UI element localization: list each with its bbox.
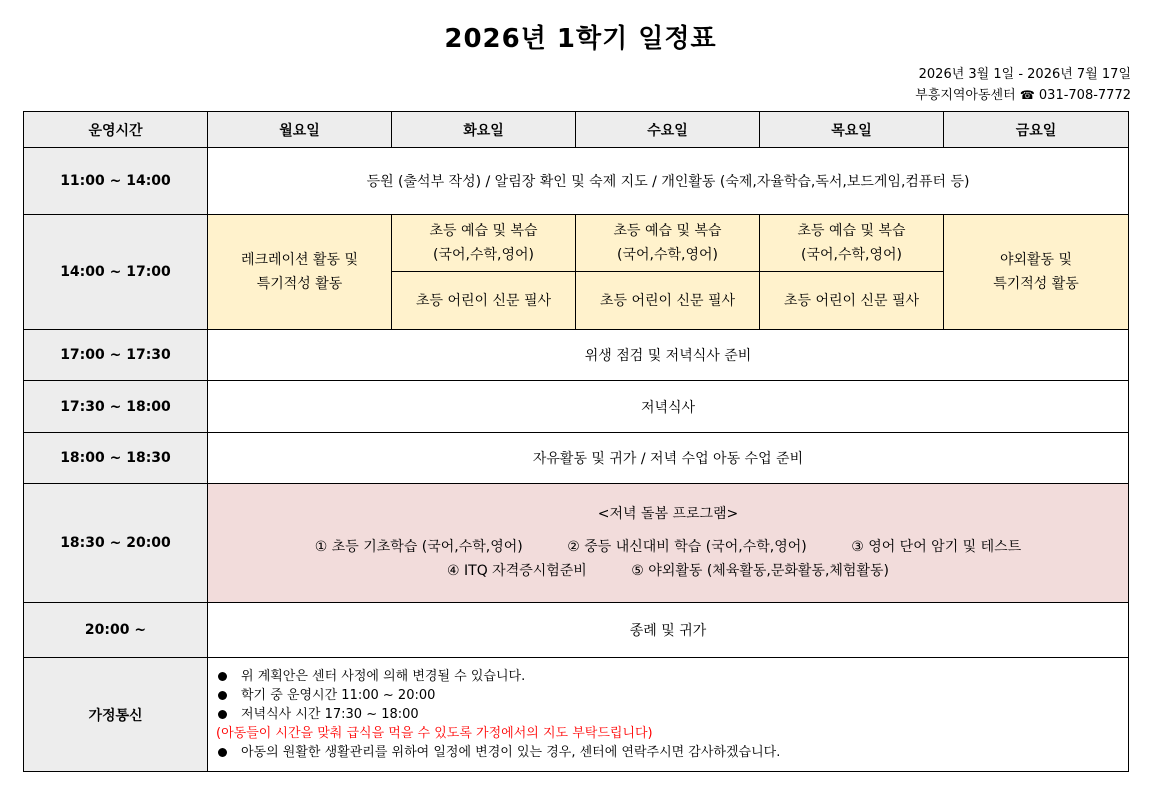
header-friday: 금요일: [944, 112, 1129, 148]
tuesday-activity-top: [392, 215, 576, 272]
row-1730: [24, 381, 1129, 433]
thursday-activity-bottom: 초등 어린이 신문 필사: [760, 272, 944, 330]
activity-line: 특기적성 활동: [256, 276, 343, 292]
tuesday-activity-bottom: 초등 어린이 신문 필사: [392, 272, 576, 330]
time-cell: 18:30 ~ 20:00: [24, 484, 208, 603]
schedule-table: [23, 111, 1129, 772]
row-2000: [24, 603, 1129, 658]
header-thursday: 목요일: [760, 112, 944, 148]
row-1830: [24, 484, 1129, 603]
activity-line: 초등 예습 및 복습: [613, 223, 722, 239]
activity-line: (국어,수학,영어): [433, 247, 534, 263]
activity-line: 특기적성 활동: [993, 276, 1079, 292]
bullet-icon: [218, 672, 227, 681]
row-1100: [24, 148, 1129, 215]
activity-line: (국어,수학,영어): [617, 247, 718, 263]
header-monday: 월요일: [208, 112, 392, 148]
activity-cell: 등원 (출석부 작성) / 알림장 확인 및 숙제 지도 / 개인활동 (숙제,자율학습,독서,보드게임,컴퓨터 등): [208, 148, 1129, 215]
notice-item: [216, 667, 1128, 686]
notice-item: [216, 686, 1128, 705]
bullet-icon: [218, 691, 227, 700]
row-1800: [24, 433, 1129, 484]
program-item: ⑤ 야외활동 (체육활동,문화활동,체험활동): [631, 563, 889, 579]
notice-text: 학기 중 운영시간 11:00 ~ 20:00: [241, 688, 436, 703]
period-text: 2026년 3월 1일 - 2026년 7월 17일: [918, 67, 1131, 82]
activity-line: 야외활동 및: [999, 252, 1073, 268]
program-item: ④ ITQ 자격증시험준비: [447, 563, 587, 579]
center-contact: [915, 85, 1131, 106]
time-cell: 17:30 ~ 18:00: [24, 381, 208, 433]
header-wednesday: 수요일: [576, 112, 760, 148]
program-row: [208, 559, 1128, 583]
monday-activity: [208, 215, 392, 330]
activity-line: 초등 예습 및 복습: [797, 223, 906, 239]
notice-label: 가정통신: [24, 658, 208, 772]
notice-text: 위 계획안은 센터 사정에 의해 변경될 수 있습니다.: [241, 669, 526, 684]
bullet-icon: [218, 748, 227, 757]
program-title: <저녁 돌봄 프로그램>: [597, 506, 739, 522]
activity-cell: 종례 및 귀가: [208, 603, 1129, 658]
phone-number: 031-708-7772: [1038, 88, 1131, 103]
notice-red-note: (아동들이 시간을 맞춰 급식을 먹을 수 있도록 가정에서의 지도 부탁드립니다): [216, 726, 653, 741]
telephone-icon: ☎: [1019, 88, 1035, 102]
notice-cell: [208, 658, 1129, 772]
wednesday-activity-top: [576, 215, 760, 272]
header-row: [24, 112, 1129, 148]
time-cell: 20:00 ~: [24, 603, 208, 658]
center-name: 부흥지역아동센터: [915, 88, 1016, 103]
activity-cell: 위생 점검 및 저녁식사 준비: [208, 330, 1129, 381]
activity-line: (국어,수학,영어): [801, 247, 902, 263]
time-cell: 14:00 ~ 17:00: [24, 215, 208, 330]
thursday-activity-top: [760, 215, 944, 272]
activity-cell: 저녁식사: [208, 381, 1129, 433]
header-tuesday: 화요일: [392, 112, 576, 148]
evening-program-cell: [208, 484, 1129, 603]
notice-item: [216, 705, 1128, 724]
notice-text: 저녁식사 시간 17:30 ~ 18:00: [241, 707, 419, 722]
activity-line: 초등 예습 및 복습: [429, 223, 538, 239]
notice-text: 아동의 원활한 생활관리를 위하여 일정에 변경이 있는 경우, 센터에 연락주시면 감사하겠습니다.: [241, 745, 781, 760]
row-family-notice: [24, 658, 1129, 772]
schedule-meta: [915, 64, 1131, 106]
friday-activity: [944, 215, 1129, 330]
notice-item: [216, 743, 1128, 762]
program-item: ② 중등 내신대비 학습 (국어,수학,영어): [567, 539, 807, 555]
activity-line: 레크레이션 활동 및: [240, 252, 359, 268]
time-cell: 17:00 ~ 17:30: [24, 330, 208, 381]
time-cell: 11:00 ~ 14:00: [24, 148, 208, 215]
program-item: ③ 영어 단어 암기 및 테스트: [851, 539, 1022, 555]
activity-cell: 자유활동 및 귀가 / 저녁 수업 아동 수업 준비: [208, 433, 1129, 484]
program-row: [208, 535, 1128, 559]
row-1700: [24, 330, 1129, 381]
row-1400-top: [24, 215, 1129, 272]
page-title: 2026년 1학기 일정표: [444, 24, 717, 54]
wednesday-activity-bottom: 초등 어린이 신문 필사: [576, 272, 760, 330]
header-time: 운영시간: [24, 112, 208, 148]
bullet-icon: [218, 710, 227, 719]
program-item: ① 초등 기초학습 (국어,수학,영어): [314, 539, 523, 555]
time-cell: 18:00 ~ 18:30: [24, 433, 208, 484]
